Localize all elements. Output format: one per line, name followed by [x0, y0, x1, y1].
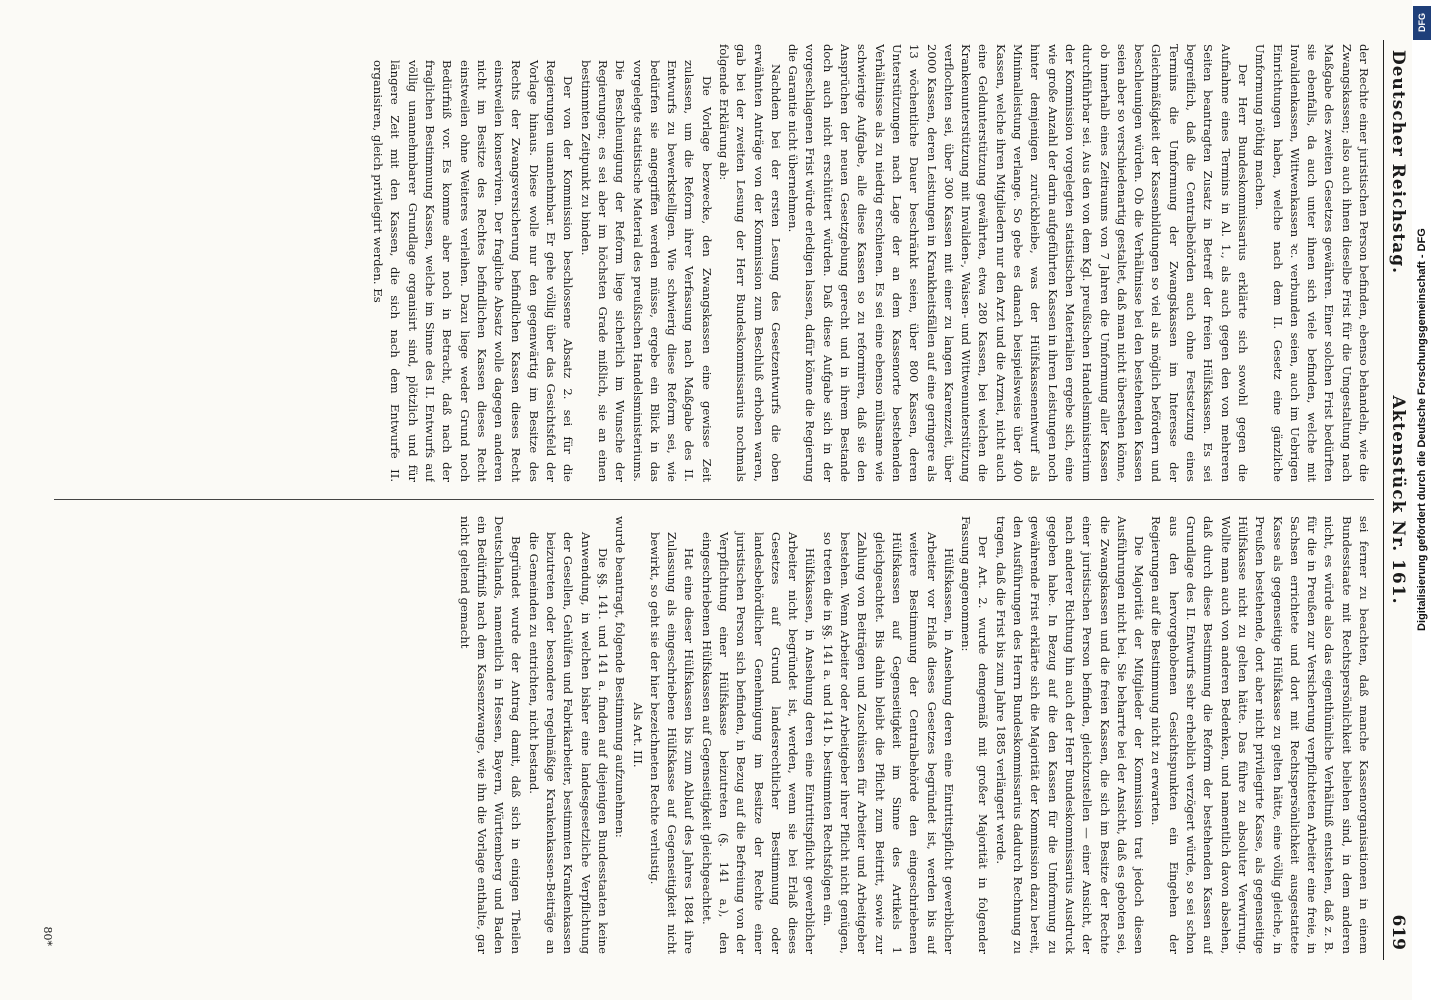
paragraph: Nachdem bei der ersten Lesung des Gesetzentwurfs die oben erwähnten Anträge von der Kommission zum Beschluß erhoben waren, gab bei der zweiten Lesung der Herr Bundeskommissarius nochmals folgende Erklärung ab:: [717, 44, 783, 482]
paragraph: Als Art. III.: [630, 702, 645, 768]
paragraph: Hat eine dieser Hülfskassen bis zum Ablauf des Jahres 1884 ihre Zulassung als eingeschriebene Hülfskasse auf Gegenseitigkeit nicht bewirkt, so geht sie der hier bezeichneten Rechte verlustig.: [647, 532, 697, 954]
paragraph: Die Vorlage bezwecke, den Zwangskassen eine gewisse Zeit zulassen, um die Reform ihrer Verfassung nach Maßgabe des II. Entwurfs zu bewerkstelligen. Wie schwierig diese Reform sei, wie bedürfen sie angegriffen werden müsse, ergebe ein Blick in das vorgelegte statistische Material des preußischen Handelsministeriums. Die Beschleunigung der Reform liege sicherlich im Wunsche der Regierungen; es sei aber im höchsten Grade mißlich, sie an einen bestimmten Zeitpunkt zu binden.: [578, 60, 714, 482]
page-header: [1383, 40, 1410, 960]
paragraph: der Rechte einer juristischen Person befinden, ebenso behandeln, wie die Zwangskassen; also auch ihnen dieselbe Frist für die Umgestaltung nach Maßgabe des zweiten Gesetzes gewähren. Einer solchen Frist bedürften sie ebenfalls, da auch unter ihnen sich viele befinden, welche mit Invalidenkassen, Wittwenkassen ꝛc. verbunden seien, auch im Uebrigen Einrichtungen haben, welche nach dem II. Gesetz eine gänzliche Umformung nöthig machen.: [1253, 44, 1371, 482]
right-column: [52, 516, 1372, 954]
paragraph: Die Majorität der Mitglieder der Kommission trat jedoch diesen Ausführungen nicht bei. Sie beharrte bei der Ansicht, daß es geboten sei, die Zwangskassen und die freien Kassen, die sich im Besitze der Rechte einer juristischen Person befinden, gleichzustellen — einer Ansicht, der nach anderer Richtung hin auch der Herr Bundeskommissarius Ausdruck gegeben habe. In Bezug auf die den Kassen für die Umformung zu gewährende Frist erklärte sich die Majorität der Kommission dazu bereit, den Ausführungen des Herrn Bundeskommissarius dadurch Rechnung zu tragen, daß die Frist bis zum Jahre 1885 verlängert werde.: [993, 516, 1147, 954]
signature-mark: 80*: [41, 926, 54, 946]
column-divider: [54, 499, 1374, 500]
paragraph: wurde beantragt, folgende Bestimmung aufzunehmen:: [613, 516, 628, 838]
paragraph: Begründet wurde der Antrag damit, daß sich in einigen Theilen Deutschlands, namentlich in Hessen, Bayern, Württemberg und Baden ein Bedürfniß nach dem Kassenzwange, wie ihn die Vorlage enthalte, gar nicht geltend gemacht: [457, 516, 524, 954]
left-column: [52, 44, 1372, 482]
running-title: Deutscher Reichstag.: [1388, 50, 1408, 275]
page-number: 619: [1388, 914, 1408, 950]
paragraph: Der Art. 2. wurde demgemäß mit großer Majorität in folgender Fassung angenommen:: [959, 516, 991, 954]
paragraph: Hülfskassen, in Ansehung deren eine Eintrittspflicht gewerblicher Arbeiter vor Erlaß dieses Gesetzes begründet ist, werden bis auf weitere Bestimmung der Centralbehörde den eingeschriebenen Hülfskassen auf Gegenseitigkeit im Sinne des Artikels 1 gleichgeachtet. Bis dahin bleibt die Pflicht zum Beitritt, sowie zur Zahlung von Beiträgen und Zuschüssen für Arbeiter und Arbeitgeber bestehen. Wenn Arbeiter oder Arbeitgeber ihrer Pflicht nicht genügen, so treten die in §§. 141 a. und 141 b. bestimmten Rechtsfolgen ein.: [820, 532, 956, 954]
paragraph: Hülfskassen, in Ansehung deren eine Eintrittspflicht gewerblicher Arbeiter nicht begründet ist, werden, wenn sie bei Erlaß dieses Gesetzes auf Grund landesrechtlicher Bestimmung oder landesbehördlicher Genehmigung im Besitze der Rechte einer juristischen Person sich befinden, in Bezug auf die Befreiung von der Verpflichtung einer Hülfskasse beizutreten (§. 141 a.), den eingeschriebenen Hülfskassen auf Gegenseitigkeit gleichgeachtet.: [699, 532, 818, 954]
paragraph: Die §§. 141. und 141 a. finden auf diejenigen Bundesstaaten keine Anwendung, in welchen bisher eine landesgesetzliche Verpflichtung der Gesellen, Gehülfen und Fabrikarbeiter, bestimmten Krankenkassen beizutreten oder besondere regelmäßige Krankenkassen-Beiträge an die Gemeinden zu entrichten, nicht bestand.: [526, 532, 610, 954]
document-number: Aktenstück Nr. 161.: [1388, 395, 1408, 605]
dfg-logo-icon: DFG: [1413, 6, 1431, 40]
paragraph: sei ferner zu beachten, daß manche Kassenorganisationen in einem Bundesstaate mit Rechtspersönlichkeit beliehen sind, in dem anderen nicht, es würde also das eigenthümliche Verhältniß entstehen, daß z. B. für die in Preußen zur Versicherung verpflichteten Arbeiter eine freie, in Sachsen errichtete und dort mit Rechtspersönlichkeit ausgestattete Kasse als gegenseitige Hülfskasse zu gelten hätte, eine völlig gleiche, in Preußen bestehende, dort aber nicht privilegirte Kasse, als gegenseitige Hülfskasse nicht zu gelten hätte. Das führe zu absoluter Verwirrung. Wollte man auch von anderen Bedenken, und namentlich davon absehen, daß durch diese Bestimmung die Reform der bestehenden Kassen auf Grundlage des II. Entwurfs sehr erheblich verzögert würde, so sei schon aus den hervorgehobenen Gesichtspunkten ein Eingehen der Regierungen auf die Bestimmung nicht zu erwarten.: [1149, 516, 1371, 954]
paragraph: Der von der Kommission beschlossene Absatz 2. sei für die Regierungen unannehmbar. Er gehe völlig über das Gesichtsfeld der Vorlage hinaus. Diese wolle nur den gegenwärtig im Besitze des Rechts der Zwangsversicherung befindlichen Kassen dieses Recht einstweilen konserviren. Der fragliche Absatz wolle dagegen anderen nicht im Besitze des Rechtes befindlichen Kassen dieses Recht einstweilen ohne Weiteres verleihen. Dazu liege weder Grund noch Bedürfniß vor. Es komme aber noch in Betracht, daß nach der fraglichen Bestimmung Kassen, welche im Sinne des II. Entwurfs auf völlig unannehmbarer Grundlage organisirt sind, plötzlich und für längere Zeit mit den Kassen, die sich nach dem Entwurfe II. organisiren, gleich privilegirt werden. Es: [371, 60, 576, 482]
funding-note: Digitalisierung gefördert durch die Deutsche Forschungsgemeinschaft - DFG: [1416, 228, 1428, 632]
paragraph: Der Herr Bundeskommissarius erklärte sich sowohl gegen die Aufnahme eines Termins in Al. 1., als auch gegen den von mehreren Seiten beantragten Zusatz in Betreff der freien Hülfskassen. Es sei begreiflich, daß die Centralbehörden auch ohne Festsetzung eines Termins die Umformung der Zwangskassen im Interesse der Gleichmäßigkeit der Kassenbildungen so viel als möglich befördern und beschleunigen würden. Ob die Verhältnisse bei den bestehenden Kassen seien aber so verschiedenartig gestaltet, daß man nicht übersehen könne, ob innerhalb eines Zeitraums von 7 Jahren die Umformung aller Kassen durchführbar sei. Aus den von dem Kgl. preußischen Handelsministerium der Kommission vorgelegten statistischen Materialien ergebe sich, eine wie große Anzahl der darin aufgeführten Kassen in ihren Leistungen noch hinter demjenigen zurückbleibe, was der Hülfskassenentwurf als Minimalleistung verlange. So gebe es danach beispielsweise über 400 Kassen, welche ihren Mitgliedern nur den Arzt und die Arznei, nicht auch eine Geldunterstützung gewährten, etwa 280 Kassen, bei welchen die Krankenunterstützung mit Invaliden-, Waisen- und Wittwenunterstützung verflochten sei, über 300 Kassen mit einer zu langen Karenzzeit, über 2000 Kassen, deren Leistungen in Krankheitsfällen auf eine geringere als 13 wöchentliche Dauer beschränkt seien, über 800 Kassen, deren Unterstützungen nach Lage der an dem Kassenorte bestehenden Verhältnisse als zu niedrig erschienen. Es sei eine ebenso mühsame wie schwierige Aufgabe, alle diese Kassen so zu reformiren, daß sie den Ansprüchen der neuen Gesetzgebung gerecht und in ihrem Bestande doch auch nicht erschüttert würden. Daß diese Aufgabe sich in der vorgeschlagenen Frist würde erledigen lassen, dafür könne die Regierung die Garantie nicht übernehmen.: [786, 44, 1250, 482]
